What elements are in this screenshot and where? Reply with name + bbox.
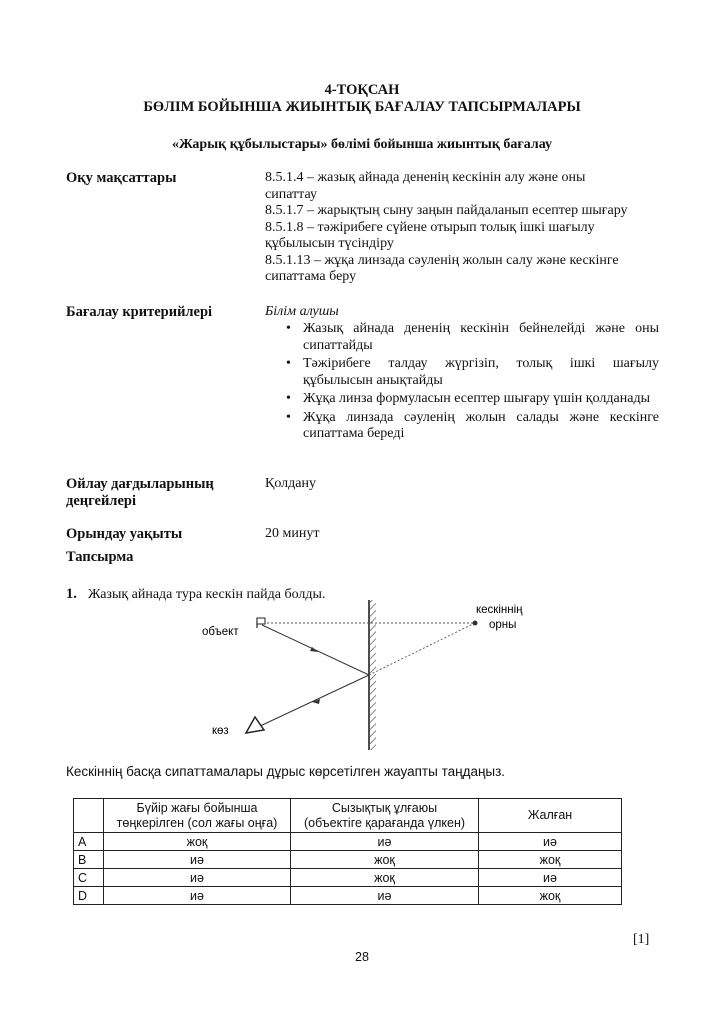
criteria-item: • Тәжірибеге талдау жүргізіп, толық ішкі шағылу құбылысын анықтайды [283, 356, 659, 389]
table-row[interactable] [74, 887, 622, 905]
table-cell: жоқ [291, 851, 479, 869]
table-cell: иә [104, 851, 291, 869]
object-label: объект [202, 626, 239, 638]
table-row[interactable] [74, 869, 622, 887]
objective-line: 8.5.1.8 – тәжірибеге сүйене отырып толық ішкі шағылу [265, 219, 595, 235]
table-header-cell: Жалған [479, 799, 622, 833]
object-flag [257, 618, 265, 624]
table-cell: иә [479, 869, 622, 887]
mirror-diagram [200, 595, 550, 755]
task-heading: Тапсырма [66, 549, 134, 565]
virtual-ray [369, 623, 475, 675]
option-letter: A [74, 833, 104, 851]
page-number: 28 [355, 950, 369, 964]
thinking-label [66, 476, 214, 510]
table-header-cell: Сызықтық ұлғаюы (объектіге қарағанда үлкен) [291, 799, 479, 833]
option-letter: C [74, 869, 104, 887]
objective-line: сипаттау [265, 186, 317, 202]
option-letter: D [74, 887, 104, 905]
objectives-list [265, 170, 660, 286]
thinking-label-line: Ойлау дағдыларының [66, 476, 214, 492]
time-value: 20 минут [265, 526, 320, 541]
image-label: кескіннің [476, 604, 523, 616]
table-header-cell: Бүйір жағы бойынша төңкерілген (сол жағы оңға) [104, 799, 291, 833]
objective-line: 8.5.1.7 – жарықтың сыну заңын пайдаланып есептер шығару [265, 203, 628, 218]
table-cell: иә [479, 833, 622, 851]
table-row[interactable] [74, 833, 622, 851]
criteria-list [283, 321, 659, 445]
table-cell: иә [291, 833, 479, 851]
eye-icon [246, 717, 264, 733]
marks: [1] [633, 932, 650, 947]
reflected-ray [258, 675, 369, 727]
objective-line: 8.5.1.4 – жазық айнада дененің кескінін алу және оны [265, 170, 586, 185]
quarter-title: 4-ТОҚСАН [324, 82, 400, 98]
page-title: БӨЛІМ БОЙЫНША ЖИЫНТЫҚ БАҒАЛАУ ТАПСЫРМАЛАРЫ [143, 99, 581, 115]
criteria-item: • Жұқа линза формуласын есептер шығару үшін қолданады [283, 391, 659, 408]
thinking-value: Қолдану [265, 476, 316, 491]
objectives-label: Оқу мақсаттары [66, 170, 177, 186]
table-cell: жоқ [479, 851, 622, 869]
objective-line: сипаттама беру [265, 269, 357, 284]
option-letter: B [74, 851, 104, 869]
table-cell: иә [291, 887, 479, 905]
table-row[interactable] [74, 851, 622, 869]
question-prompt: Кескіннің басқа сипаттамалары дұрыс көрсетілген жауапты таңдаңыз. [66, 764, 506, 779]
objective-line: құбылысын түсіндіру [265, 236, 394, 251]
question-number-label: 1. [66, 586, 77, 602]
objective-line: 8.5.1.13 – жұқа линзада сәуленің жолын салу және кескінге [265, 252, 619, 268]
criteria-item: • Жұқа линзада сәуленің жолын салады және кескінге сипаттама береді [283, 410, 659, 443]
answer-table [73, 798, 622, 905]
section-subtitle: «Жарық құбылыстары» бөлімі бойынша жиынтық бағалау [171, 137, 553, 152]
table-cell: жоқ [104, 833, 291, 851]
criteria-item: • Жазық айнада дененің кескінін бейнелейді және оны сипаттайды [283, 321, 659, 354]
table-cell: жоқ [479, 887, 622, 905]
criteria-intro: Білім алушы [265, 304, 339, 319]
image-point [473, 621, 478, 626]
mirror-hatching [370, 600, 376, 750]
thinking-label-line: деңгейлері [66, 493, 136, 509]
table-cell: жоқ [291, 869, 479, 887]
criteria-label: Бағалау критерийлері [66, 304, 213, 320]
table-header-cell [74, 799, 104, 833]
question-number [66, 586, 77, 603]
table-cell: иә [104, 887, 291, 905]
table-cell: иә [104, 869, 291, 887]
question-text: Жазық айнада тура кескін пайда болды. [88, 587, 326, 602]
table-header-row [74, 799, 622, 833]
time-label: Орындау уақыты [66, 526, 183, 542]
eye-label: көз [212, 725, 229, 737]
image-label: орны [489, 619, 517, 631]
